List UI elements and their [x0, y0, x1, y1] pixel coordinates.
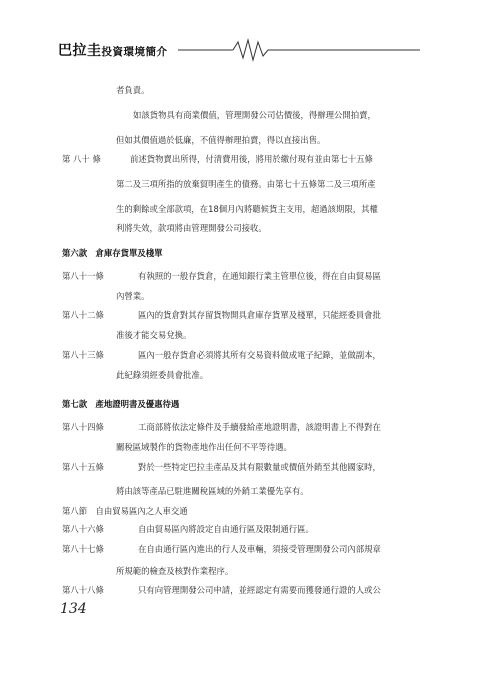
body-text-line: 准後才能交易兌換。	[116, 330, 192, 340]
body-text-line: 第二及三項所指的放棄貿明產生的債務。由第七十五條第二及三項所產	[116, 179, 376, 189]
header-title-main: 巴拉圭	[58, 43, 102, 59]
body-text-line: 將由該等產品已駐進關稅區域的外銷工業優先享有。	[116, 486, 309, 496]
body-text-line: 自由貿易區內將設定自由通行區及限制通行區。	[138, 524, 314, 534]
page-number: 134	[60, 601, 87, 617]
body-text-line: 區內的貨倉對其存留貨物開具倉庫存貨單及棧單，只能經委員會批	[138, 310, 381, 320]
article-label: 第八十八條	[62, 585, 104, 595]
body-text-line: 在自由通行區內進出的行人及車輛，須接受管理開發公司內部規章	[138, 544, 381, 554]
section-heading: 第六款 倉庫存貨單及棧單	[62, 248, 163, 258]
section-heading: 第七款 產地證明書及優惠待遇	[62, 399, 180, 409]
body-text-line: 內營業。	[116, 291, 150, 301]
article-label: 第八十六條	[62, 524, 104, 534]
body-text-line: 但如其價值過於低廉，不值得辦理拍賣，得以直接出售。	[116, 135, 326, 145]
body-text-line: 關稅區域製作的貨物產地作出任何不平等待遇。	[116, 442, 292, 452]
header-title-sub: 投資環境簡介	[101, 46, 168, 58]
article-label: 第八十一條	[62, 271, 104, 281]
article-label: 第八節 自由貿易區內之人車交通	[62, 506, 188, 516]
article-label: 第八十五條	[62, 462, 104, 472]
header-title	[58, 40, 168, 60]
article-label: 第八十四條	[62, 422, 104, 432]
body-text-line: 區內一般存貨倉必須將其所有交易資料做成電子紀錄，並做副本，	[138, 350, 381, 360]
body-text-line: 此紀錄須經委員會批准。	[116, 370, 209, 380]
body-text-line: 前述貨物賣出所得，付清費用後，將用於繳付現有並由第七十五條	[130, 154, 373, 164]
article-label: 第八十七條	[62, 544, 104, 554]
page-header	[58, 36, 420, 64]
body-text-line: 者負責。	[116, 85, 150, 95]
article-label: 第 八十 條	[62, 154, 101, 164]
body-text-line: 所規範的檢查及核對作業程序。	[116, 566, 234, 576]
body-text-line: 如該貨物具有商業價值，管理開發公司估價後，得辦理公開拍賣，	[133, 110, 376, 120]
body-text-line: 對於一些特定巴拉圭產品及其有限數量或價值外銷至其他國家時，	[138, 462, 381, 472]
body-text-line: 利將失效，款項將由管理開發公司接收。	[116, 223, 267, 233]
article-label: 第八十三條	[62, 350, 104, 360]
article-label: 第八十二條	[62, 310, 104, 320]
body-text-line: 生的剩餘或全部款項，在18個月內將聽候貨主支用，超過該期限，其權	[116, 204, 378, 214]
body-text-line: 只有向管理開發公司申請，並經認定有需要而獲發通行證的人或公	[138, 585, 381, 595]
body-text-line: 有執照的一般存貨倉，在通知銀行業主管單位後，得在自由貿易區	[138, 271, 381, 281]
body-text-line: 工商部將依法定條件及手續發給產地證明書，該證明書上不得對在	[138, 422, 381, 432]
